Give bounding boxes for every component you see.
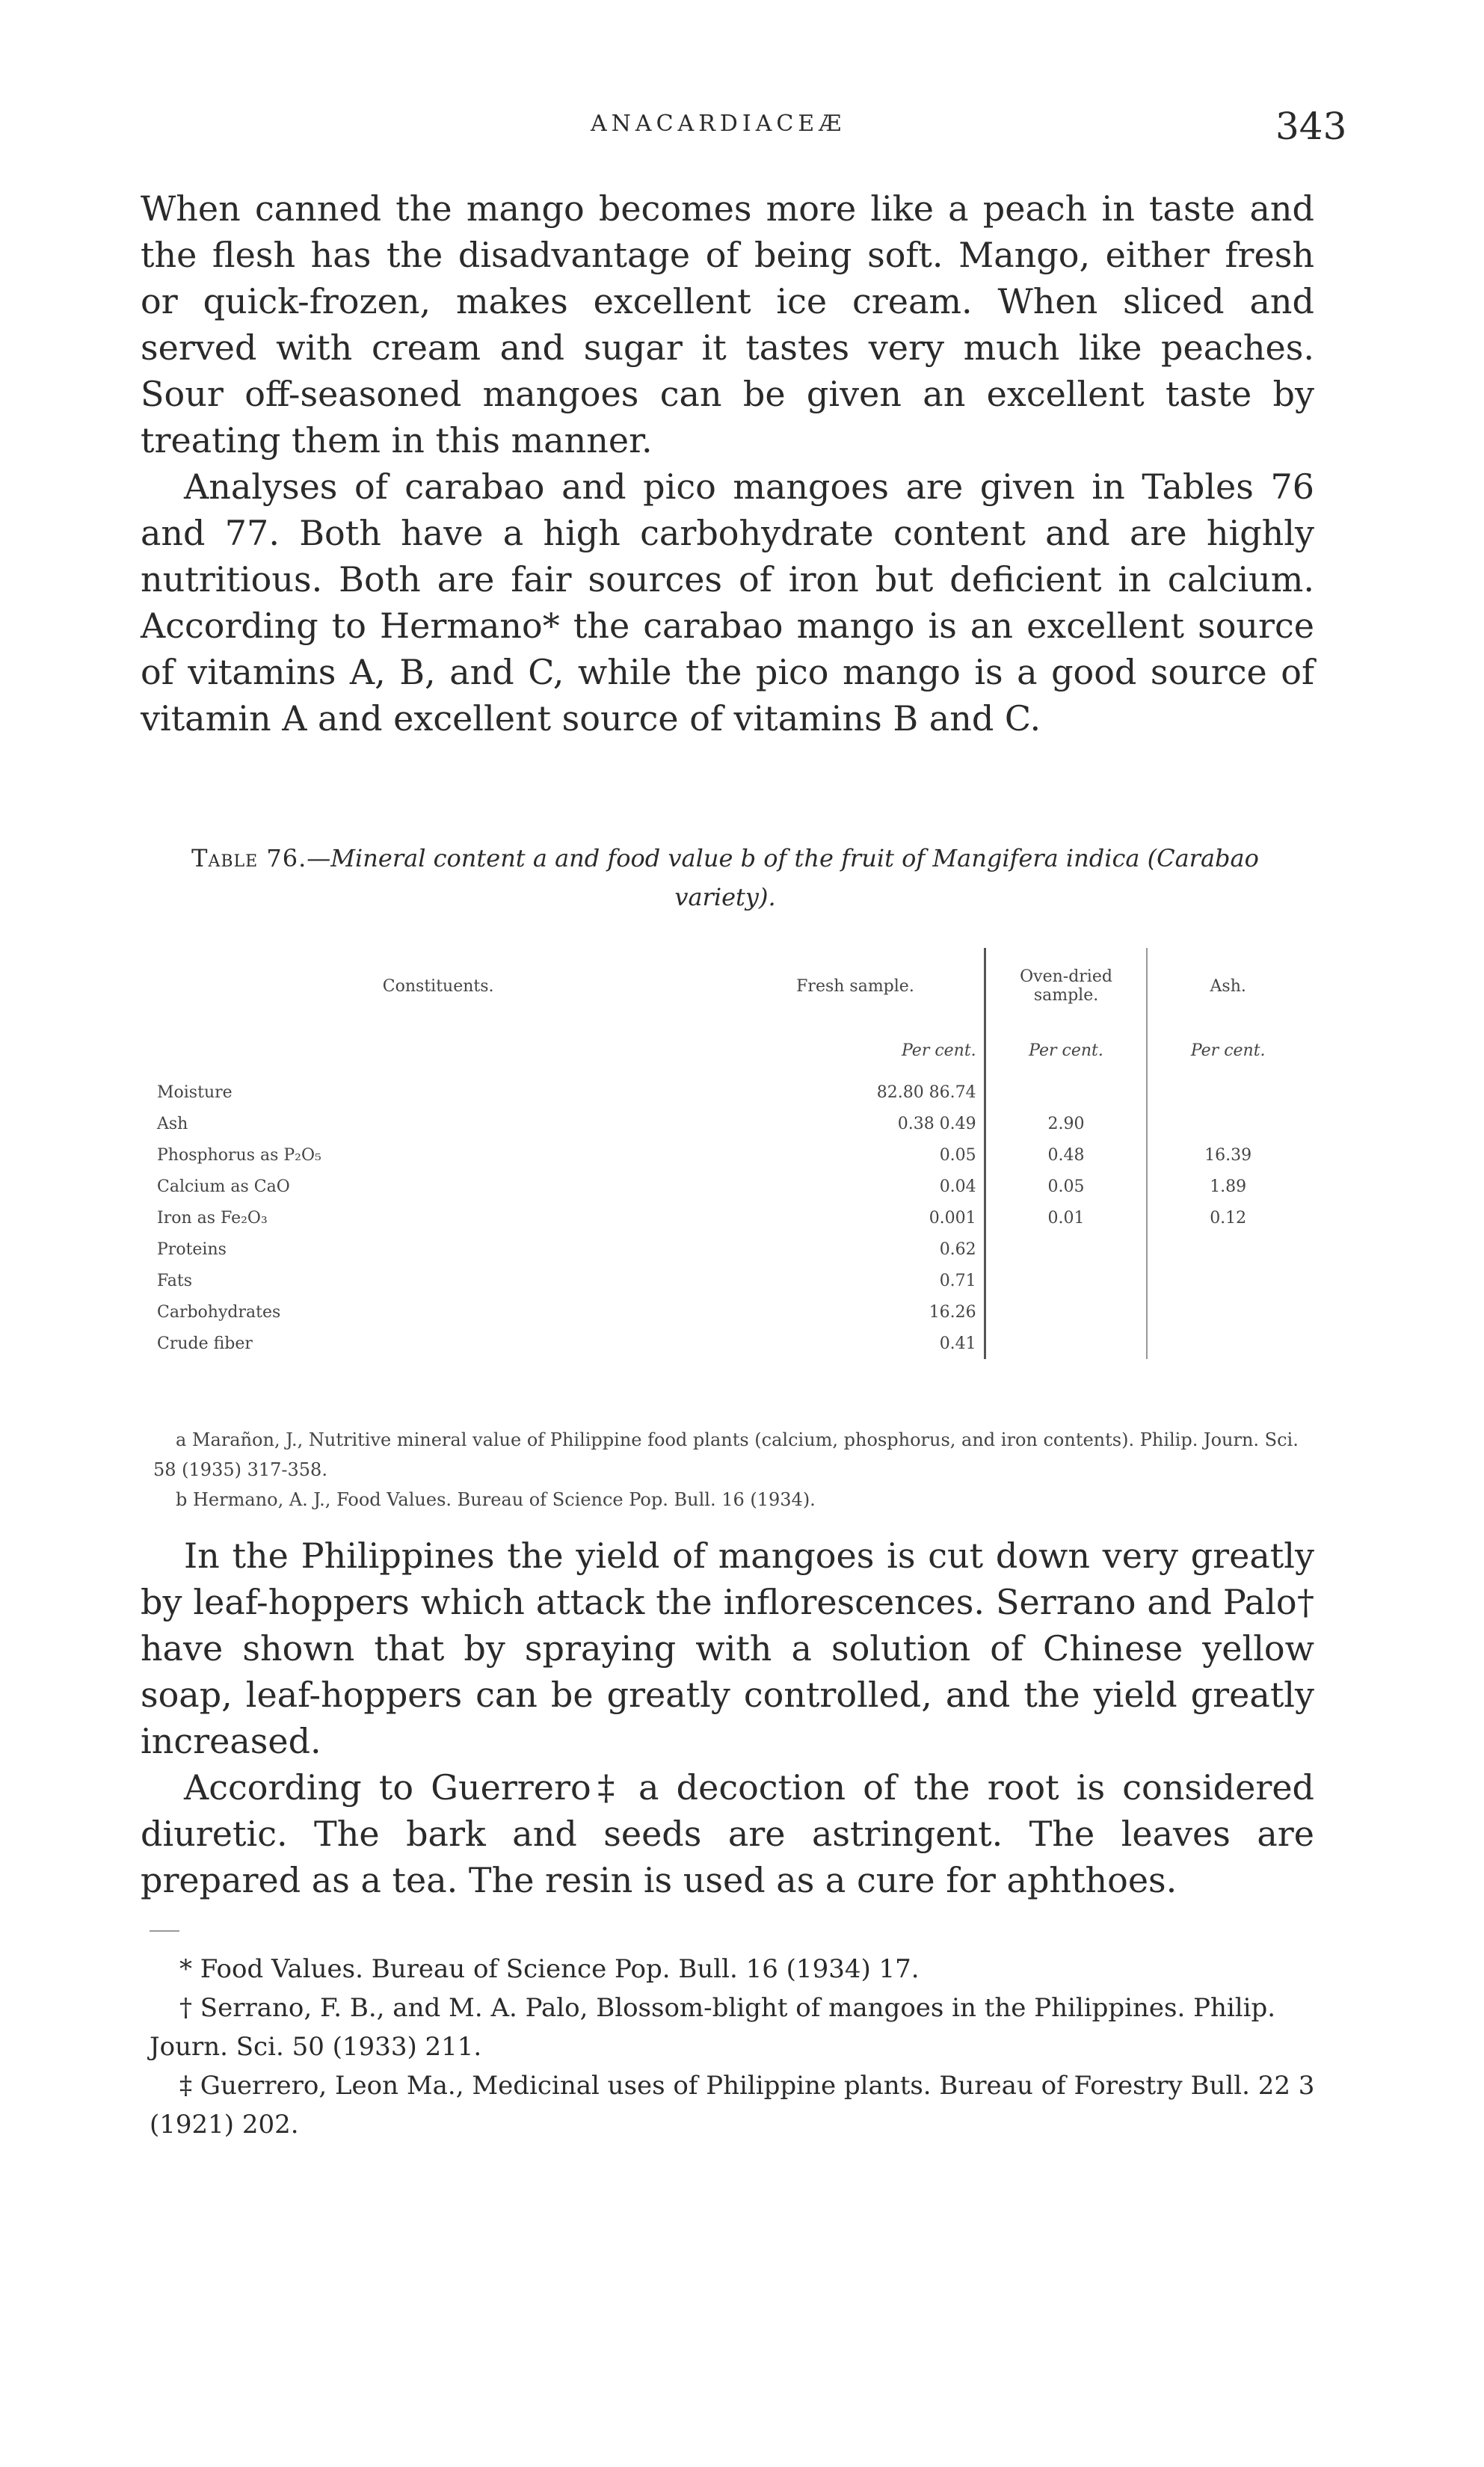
- table-row: [150, 1108, 1308, 1139]
- table-footnote-b: b Hermano, A. J., Food Values. Bureau of Science Pop. Bull. 16 (1934).: [176, 1489, 816, 1510]
- table-row: [150, 1077, 1308, 1108]
- cell-oven: [985, 1234, 1147, 1265]
- cell-constituent: Fats: [157, 1271, 193, 1290]
- footnote-rule: [150, 1930, 179, 1932]
- cell-constituent: Iron as Fe₂O₃: [157, 1208, 268, 1228]
- mineral-content-table: [150, 948, 1308, 1359]
- cell-constituent: Moisture: [157, 1082, 233, 1102]
- table-caption: [142, 839, 1308, 917]
- paragraph-canned-mango: When canned the mango becomes more like a peach in taste and the flesh has the disadvantage of being soft. Mango, either fresh or quick-frozen, makes excellent ice cream. When sliced and served with cream and sugar it tastes very much like peaches. Sour off-seasoned mangoes can be given an excellent taste by treating them in this manner.: [141, 188, 1314, 461]
- header-ash: Ash.: [1210, 976, 1246, 996]
- cell-oven: 2.90: [985, 1108, 1147, 1139]
- table-row: [150, 1234, 1308, 1265]
- table-unit-row: [150, 1024, 1308, 1077]
- cell-fresh: 0.001: [929, 1208, 976, 1228]
- cell-fresh: 82.80 86.74: [876, 1082, 976, 1102]
- cell-fresh: 0.71: [939, 1271, 976, 1290]
- table-footnote-a: a Marañon, J., Nutritive mineral value of Philippine food plants (calcium, phosphorus, and iron contents). Philip. Journ. Sci. 58 (1935) 317-358.: [153, 1429, 1299, 1480]
- cell-ash: [1147, 1328, 1308, 1359]
- header-oven-dried-sample: Oven-dried sample.: [985, 948, 1147, 1024]
- cell-ash: [1147, 1234, 1308, 1265]
- table-row: [150, 1139, 1308, 1171]
- cell-fresh: 0.05: [939, 1145, 976, 1165]
- table-row: [150, 1202, 1308, 1234]
- unit-cell-empty: [150, 1024, 727, 1077]
- paragraph-medicinal: According to Guerrero‡ a decoction of the root is considered diuretic. The bark and seeds are astringent. The leaves are prepared as a tea. The resin is used as a cure for aphthoes.: [141, 1767, 1314, 1900]
- cell-oven: [985, 1296, 1147, 1328]
- table-row: [150, 1265, 1308, 1296]
- header-fresh-sample: Fresh sample.: [796, 976, 914, 996]
- footnote-dagger: † Serrano, F. B., and M. A. Palo, Blossom-blight of mangoes in the Philippines. Philip. Journ. Sci. 50 (1933) 211.: [150, 1993, 1276, 2062]
- cell-constituent: Carbohydrates: [157, 1302, 281, 1322]
- cell-constituent: Ash: [157, 1114, 188, 1133]
- cell-oven: [985, 1077, 1147, 1108]
- body-text-top: [141, 185, 1314, 742]
- cell-oven: 0.48: [985, 1139, 1147, 1171]
- table-row: [150, 1171, 1308, 1202]
- page-footnotes: [150, 1950, 1316, 2144]
- cell-constituent: Calcium as CaO: [157, 1177, 290, 1196]
- running-head: ANACARDIACEÆ: [591, 111, 846, 137]
- paragraph-analyses: Analyses of carabao and pico mangoes are given in Tables 76 and 77. Both have a high carbohydrate content and are highly nutritious. Both are fair sources of iron but deficient in calcium. According to Hermano* the carabao mango is an excellent source of vitamins A, B, and C, while the pico mango is a good source of vitamin A and excellent source of vitamins B and C.: [141, 466, 1314, 739]
- table-header-row: [150, 948, 1308, 1024]
- cell-ash: 16.39: [1204, 1145, 1252, 1165]
- table-caption-text: —Mineral content a and food value b of the fruit of Mangifera indica (Carabao variety).: [307, 844, 1259, 911]
- cell-ash: [1147, 1077, 1308, 1108]
- cell-fresh: 16.26: [929, 1302, 976, 1322]
- cell-constituent: Phosphorus as P₂O₅: [157, 1145, 321, 1165]
- cell-ash: [1147, 1265, 1308, 1296]
- cell-ash: 0.12: [1210, 1208, 1247, 1228]
- body-text-bottom: [141, 1533, 1314, 1903]
- cell-fresh: 0.62: [939, 1239, 976, 1259]
- cell-ash: 1.89: [1210, 1177, 1247, 1196]
- header-constituents: Constituents.: [382, 976, 494, 996]
- cell-ash: [1147, 1296, 1308, 1328]
- cell-oven: 0.01: [985, 1202, 1147, 1234]
- cell-constituent: Proteins: [157, 1239, 227, 1259]
- table-row: [150, 1328, 1308, 1359]
- table-footnotes: [153, 1425, 1320, 1515]
- table-row: [150, 1296, 1308, 1328]
- cell-oven: 0.05: [985, 1171, 1147, 1202]
- cell-oven: [985, 1265, 1147, 1296]
- page-number: 343: [1275, 105, 1347, 148]
- table-caption-lead: Table 76.: [191, 844, 307, 872]
- cell-fresh: 0.41: [939, 1334, 976, 1353]
- footnote-star: * Food Values. Bureau of Science Pop. Bull. 16 (1934) 17.: [179, 1954, 920, 1984]
- paragraph-leaf-hoppers: In the Philippines the yield of mangoes is cut down very greatly by leaf-hoppers which attack the inflorescences. Serrano and Palo† have shown that by spraying with a solution of Chinese yellow soap, leaf-hoppers can be greatly controlled, and the yield greatly increased.: [141, 1536, 1314, 1761]
- cell-oven: [985, 1328, 1147, 1359]
- unit-oven: Per cent.: [985, 1024, 1147, 1077]
- cell-constituent: Crude fiber: [157, 1334, 253, 1353]
- cell-ash: [1147, 1108, 1308, 1139]
- cell-fresh: 0.38 0.49: [897, 1114, 976, 1133]
- footnote-double-dagger: ‡ Guerrero, Leon Ma., Medicinal uses of Philippine plants. Bureau of Forestry Bull. 22 3 (1921) 202.: [150, 2071, 1315, 2140]
- unit-fresh: Per cent.: [901, 1041, 976, 1060]
- cell-fresh: 0.04: [939, 1177, 976, 1196]
- unit-ash: Per cent.: [1190, 1041, 1266, 1060]
